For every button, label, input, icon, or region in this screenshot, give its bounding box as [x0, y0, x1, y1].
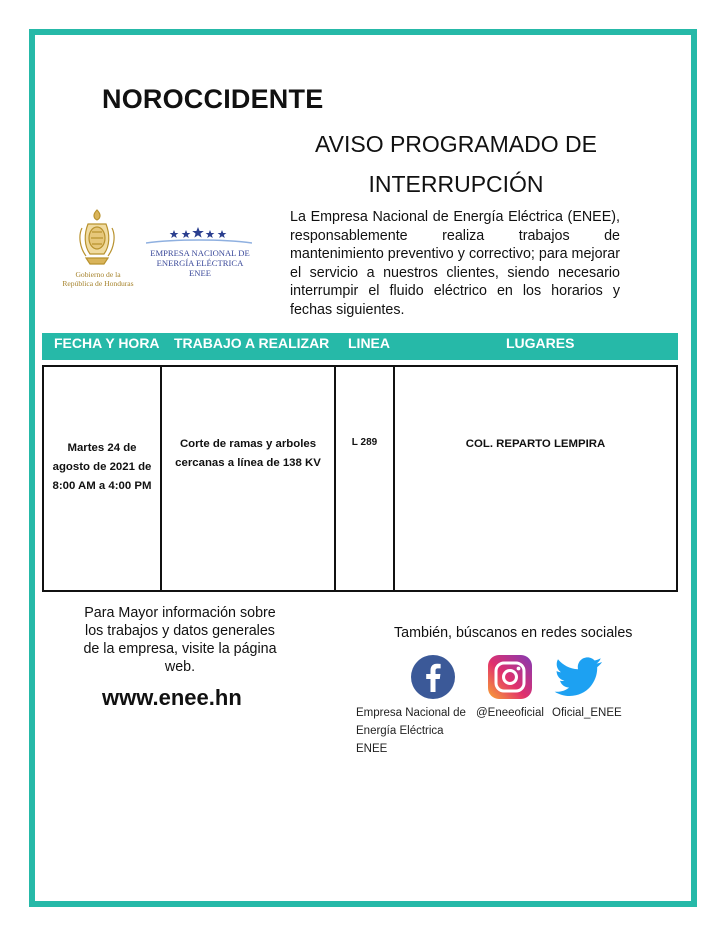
honduras-coat-of-arms-logo	[74, 206, 120, 268]
more-info-text: Para Mayor información sobre los trabajos y datos generales de la empresa, visite la página web.	[83, 605, 277, 675]
notice-title-line1: AVISO PROGRAMADO DE	[314, 131, 597, 157]
twitter-icon[interactable]	[552, 654, 606, 700]
header-lugares: LUGARES	[506, 335, 575, 351]
social-title: También, búscanos en redes sociales	[394, 625, 633, 641]
cell-linea: L 289	[351, 437, 378, 448]
instagram-account-label: @Eneeoficial	[476, 707, 544, 719]
column-divider	[334, 367, 336, 590]
cell-fecha-hora: Martes 24 de agosto de 2021 de 8:00 AM a 4:00 PM	[52, 442, 152, 492]
table-row	[42, 365, 678, 592]
twitter-account-label: Oficial_ENEE	[552, 707, 622, 719]
instagram-icon[interactable]	[487, 654, 533, 700]
website-link[interactable]: www.enee.hn	[102, 685, 242, 710]
notice-title-line2: INTERRUPCIÓN	[368, 171, 544, 197]
header-linea: LINEA	[348, 335, 390, 351]
cell-trabajo: Corte de ramas y arboles cercanas a línea de 138 KV	[175, 438, 321, 469]
region-title: NOROCCIDENTE	[102, 84, 324, 114]
facebook-icon[interactable]	[410, 654, 456, 700]
enee-logo	[146, 222, 252, 246]
intro-paragraph: La Empresa Nacional de Energía Eléctrica (ENEE), responsablemente realiza trabajos de mantenimiento preventivo y correctivo; para mejorar el servicio a nuestros clientes, siendo necesario interrumpir el fluido eléctrico en los horarios y fechas siguientes.	[290, 209, 620, 318]
header-fecha-hora: FECHA Y HORA	[54, 335, 160, 351]
column-divider	[393, 367, 395, 590]
header-trabajo: TRABAJO A REALIZAR	[174, 335, 330, 351]
cell-lugares: COL. REPARTO LEMPIRA	[465, 438, 606, 450]
enee-logo-caption: EMPRESA NACIONAL DE ENERGÍA ELÉCTRICA ENEE	[150, 248, 250, 278]
gov-logo-caption: Gobierno de la República de Honduras	[62, 270, 134, 288]
facebook-account-label: Empresa Nacional de Energía Eléctrica ENEE	[356, 707, 466, 755]
column-divider	[160, 367, 162, 590]
